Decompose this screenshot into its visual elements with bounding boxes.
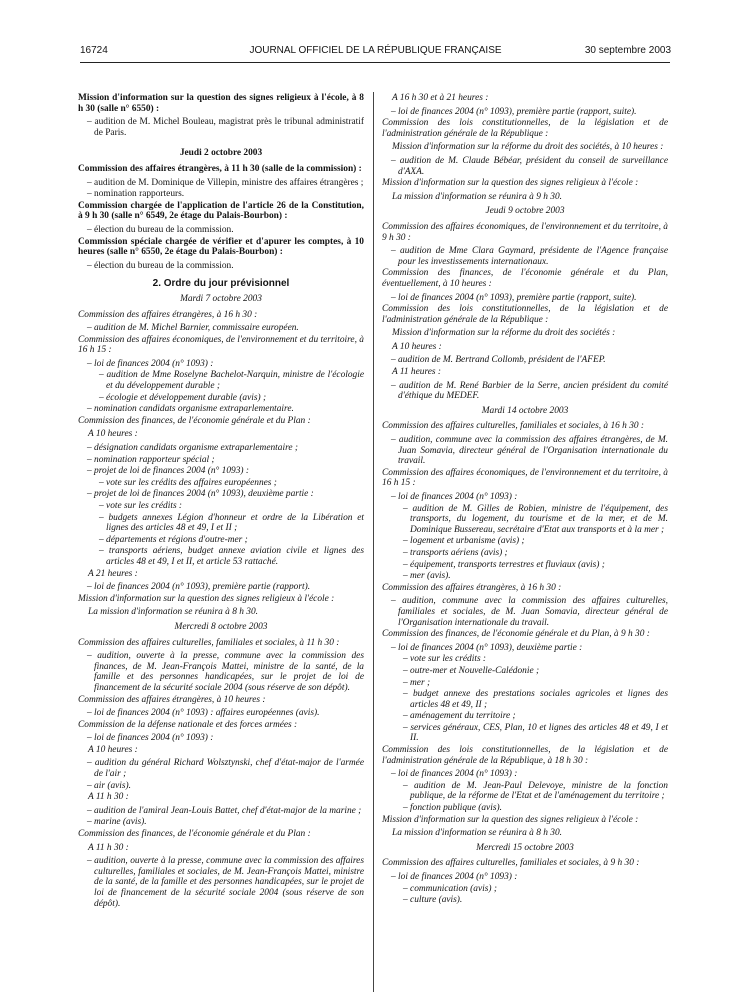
paragraph: Commission des affaires culturelles, familiales et sociales, à 11 h 30 : — [78, 637, 340, 648]
list-item: – élection du bureau de la commission. — [87, 224, 234, 235]
paragraph: A 16 h 30 et à 21 heures : — [392, 93, 489, 103]
sub-list-item: – fonction publique (avis). — [403, 803, 502, 814]
sub-list-item: – mer (avis). — [403, 571, 451, 582]
paragraph: La mission d'information se réunira à 8 h 30. — [88, 607, 258, 618]
list-item: – loi de finances 2004 (n° 1093) : affaires européennes (avis). — [87, 708, 320, 719]
sub-list-item: – logement et urbanisme (avis) ; — [403, 536, 525, 547]
list-item: – nomination candidats organisme extraparlementaire. — [87, 404, 294, 415]
paragraph: Commission des affaires étrangères, à 11 h 30 (salle de la commission) : — [78, 163, 362, 174]
list-item: – loi de finances 2004 (n° 1093) : — [87, 358, 214, 369]
date-heading: Mercredi 8 octobre 2003 — [174, 621, 268, 632]
list-item: – désignation candidats organisme extraparlementaire ; — [87, 443, 298, 454]
paragraph: Commission chargée de l'application de l'article 26 de la Constitution, à 9 h 30 (salle n° 6549, 2e étage du Palais-Bourbon) : — [78, 200, 364, 222]
list-item: – loi de finances 2004 (n° 1093), première partie (rapport, suite). — [391, 292, 637, 303]
paragraph: Commission des finances, de l'économie générale et du Plan : — [78, 415, 311, 426]
sub-list-item: – communication (avis) ; — [403, 883, 497, 894]
list-item: – élection du bureau de la commission. — [87, 260, 234, 271]
paragraph: Mission d'information sur la question des signes religieux à l'école : — [78, 593, 335, 604]
sub-list-item: – outre-mer et Nouvelle-Calédonie ; — [403, 665, 540, 676]
paragraph: Mission d'information sur la question des signes religieux à l'école : — [382, 178, 639, 189]
paragraph: Mission d'information sur la question des signes religieux à l'école : — [382, 814, 639, 825]
date-heading: Jeudi 9 octobre 2003 — [485, 206, 565, 217]
sub-list-item: – aménagement du territoire ; — [403, 711, 516, 722]
sub-list-item: – audition de Mme Roselyne Bachelot-Narquin, ministre de l'écologie et du développement durable ; — [99, 370, 364, 392]
list-item: – audition de Mme Clara Gaymard, présidente de l'Agence française pour les investissements internationaux. — [391, 246, 668, 267]
paragraph: Commission des lois constitutionnelles, de la législation et de l'administration générale de la République : — [382, 118, 668, 139]
paragraph: Commission des affaires culturelles, familiales et sociales, à 9 h 30 : — [382, 858, 640, 869]
list-item: – air (avis). — [87, 780, 132, 791]
list-item: – audition de M. Michel Bouleau, magistrat près le tribunal administratif de Paris. — [87, 117, 364, 138]
sub-list-item: – culture (avis). — [403, 895, 463, 906]
list-item: – audition de M. Claude Bébéar, président du conseil de surveillance d'AXA. — [391, 155, 668, 177]
date-heading: Mardi 14 octobre 2003 — [481, 405, 569, 416]
list-item: – audition de l'amiral Jean-Louis Battet, chef d'état-major de la marine ; — [87, 805, 362, 816]
list-item: – projet de loi de finances 2004 (n° 1093), deuxième partie : — [87, 489, 314, 500]
sub-list-item: – audition de M. Jean-Paul Delevoye, ministre de la fonction publique, de la réforme de l'Etat et de l'aménagement du territoire ; — [403, 780, 668, 802]
left-column — [78, 93, 364, 910]
sub-list-item: – départements et régions d'outre-mer ; — [99, 534, 248, 545]
paragraph: Mission d'information sur la réforme du droit des sociétés : — [392, 328, 616, 339]
sub-list-item: – écologie et développement durable (avis) ; — [99, 392, 267, 403]
list-item: – loi de finances 2004 (n° 1093), deuxième partie : — [391, 642, 583, 653]
paragraph: Commission des affaires culturelles, familiales et sociales, à 16 h 30 : — [382, 421, 645, 432]
paragraph: A 10 heures : — [88, 429, 138, 440]
list-item: – nomination rapporteurs. — [87, 189, 185, 200]
list-item: – loi de finances 2004 (n° 1093) : — [391, 872, 518, 882]
sub-list-item: – mer ; — [403, 677, 431, 688]
sub-list-item: – budgets annexes Légion d'honneur et ordre de la Libération et lignes des articles 48 et 49, I et II ; — [99, 512, 364, 534]
list-item: – audition, ouverte à la presse, commune avec la commission des finances, de M. Jean-François Mattei, ministre de la santé, de la famille et des personnes handicapées, sur le projet de loi de financement de la sécurité sociale 2004 (sous réserve de son dépôt). — [87, 651, 364, 693]
list-item: – nomination rapporteur spécial ; — [87, 454, 215, 465]
sub-list-item: – transports aériens, budget annexe aviation civile et lignes des articles 48 et 49, I et II, et article 53 rattaché. — [99, 546, 364, 567]
right-column — [382, 93, 668, 907]
journal-title: JOURNAL OFFICIEL DE LA RÉPUBLIQUE FRANÇAISE — [249, 45, 502, 56]
list-item: – loi de finances 2004 (n° 1093) : — [391, 492, 518, 502]
paragraph: Commission des affaires étrangères, à 16 h 30 : — [78, 309, 258, 320]
paragraph: Commission des affaires étrangères, à 16 h 30 : — [382, 582, 562, 593]
sub-list-item: – services généraux, CES, Plan, 10 et lignes des articles 48 et 49, I et II. — [403, 722, 668, 744]
paragraph: Commission des lois constitutionnelles, de la législation et de l'administration générale de la République : — [382, 304, 668, 325]
list-item: – audition, ouverte à la presse, commune avec la commission des affaires culturelles, familiales et sociales, de M. Jean-François Mattei, ministre de la santé, de la famille et des personnes handicapées, sur le projet de loi de financement de la sécurité sociale 2004 (sous réserve de son dépôt). — [87, 856, 364, 909]
paragraph: Commission spéciale chargée de vérifier et d'apurer les comptes, à 10 heures (salle n° 6550, 2e étage du Palais-Bourbon) : — [78, 236, 364, 258]
paragraph: Commission des affaires étrangères, à 10 heures : — [78, 694, 266, 705]
paragraph: Commission des lois constitutionnelles, de la législation et de l'administration générale de la République, à 18 h 30 : — [382, 745, 668, 766]
paragraph: A 11 h 30 : — [88, 842, 129, 853]
date-heading: Jeudi 2 octobre 2003 — [179, 148, 263, 159]
paragraph: A 10 heures : — [88, 744, 138, 755]
sub-list-item: – transports aériens (avis) ; — [403, 547, 508, 558]
date-heading: Mardi 7 octobre 2003 — [180, 293, 262, 304]
list-item: – marine (avis). — [87, 817, 147, 828]
list-item: – audition de M. René Barbier de la Serre, ancien président du comité d'éthique du MEDEF. — [391, 380, 668, 402]
paragraph: Mission d'information sur la question des signes religieux à l'école, à 8 h 30 (salle n° 6550) : — [78, 93, 364, 114]
paragraph: Commission des affaires économiques, de l'environnement et du territoire, à 16 h 15 : — [382, 467, 668, 489]
list-item: – audition de M. Dominique de Villepin, ministre des affaires étrangères ; — [87, 177, 364, 188]
list-item: – loi de finances 2004 (n° 1093) : — [391, 769, 518, 780]
sub-list-item: – équipement, transports terrestres et fluviaux (avis) ; — [403, 559, 605, 570]
list-item: – audition, commune avec la commission des affaires culturelles, familiales et sociales, de M. Juan Somavia, directeur général de l'Organisation internationale du travail. — [391, 596, 668, 628]
section-heading: 2. Ordre du jour prévisionnel — [152, 278, 290, 290]
column-divider — [373, 92, 374, 992]
paragraph: La mission d'information se réunira à 9 h 30. — [392, 191, 562, 202]
paragraph: A 11 heures : — [392, 367, 442, 378]
paragraph: Commission des finances, de l'économie générale et du Plan, à 9 h 30 : — [382, 629, 650, 640]
header-rule — [80, 62, 670, 63]
sub-list-item: – vote sur les crédits des affaires européennes ; — [99, 477, 277, 488]
list-item: – loi de finances 2004 (n° 1093), première partie (rapport). — [87, 582, 311, 593]
sub-list-item: – vote sur les crédits : — [403, 654, 487, 665]
list-item: – audition de M. Bertrand Collomb, président de l'AFEP. — [391, 355, 606, 366]
sub-list-item: – audition de M. Gilles de Robien, ministre de l'équipement, des transports, du logement, du tourisme et de la mer, et de M. Dominique Bussereau, secrétaire d'Etat aux transports et à la mer ; — [403, 503, 668, 535]
list-item: – audition de M. Michel Barnier, commissaire européen. — [87, 323, 299, 334]
paragraph: La mission d'information se réunira à 8 h 30. — [392, 828, 562, 839]
issue-date: 30 septembre 2003 — [584, 45, 671, 56]
paragraph: A 10 heures : — [392, 341, 442, 352]
list-item: – projet de loi de finances 2004 (n° 1093) : — [87, 466, 249, 477]
paragraph: Commission des finances, de l'économie générale et du Plan, éventuellement, à 10 heures : — [382, 268, 668, 289]
paragraph: Commission des affaires économiques, de l'environnement et du territoire, à 16 h 15 : — [78, 334, 364, 356]
sub-list-item: – budget annexe des prestations sociales agricoles et lignes des articles 48 et 49, II ; — [403, 689, 668, 710]
list-item: – loi de finances 2004 (n° 1093), première partie (rapport, suite). — [391, 106, 637, 117]
paragraph: Commission de la défense nationale et des forces armées : — [78, 719, 298, 730]
sub-list-item: – vote sur les crédits : — [99, 501, 183, 511]
list-item: – audition du général Richard Wolsztynski, chef d'état-major de l'armée de l'air ; — [87, 758, 364, 780]
date-heading: Mercredi 15 octobre 2003 — [476, 842, 574, 853]
paragraph: Commission des finances, de l'économie générale et du Plan : — [78, 829, 311, 840]
paragraph: Mission d'information sur la réforme du droit des sociétés, à 10 heures : — [392, 142, 664, 153]
paragraph: A 21 heures : — [88, 568, 138, 579]
paragraph: A 11 h 30 : — [88, 792, 129, 803]
page-number: 16724 — [80, 45, 108, 56]
list-item: – loi de finances 2004 (n° 1093) : — [87, 733, 214, 744]
list-item: – audition, commune avec la commission des affaires étrangères, de M. Juan Somavia, directeur général de l'Organisation internationale du travail. — [391, 435, 668, 467]
paragraph: Commission des affaires économiques, de l'environnement et du territoire, à 9 h 30 : — [382, 221, 668, 243]
